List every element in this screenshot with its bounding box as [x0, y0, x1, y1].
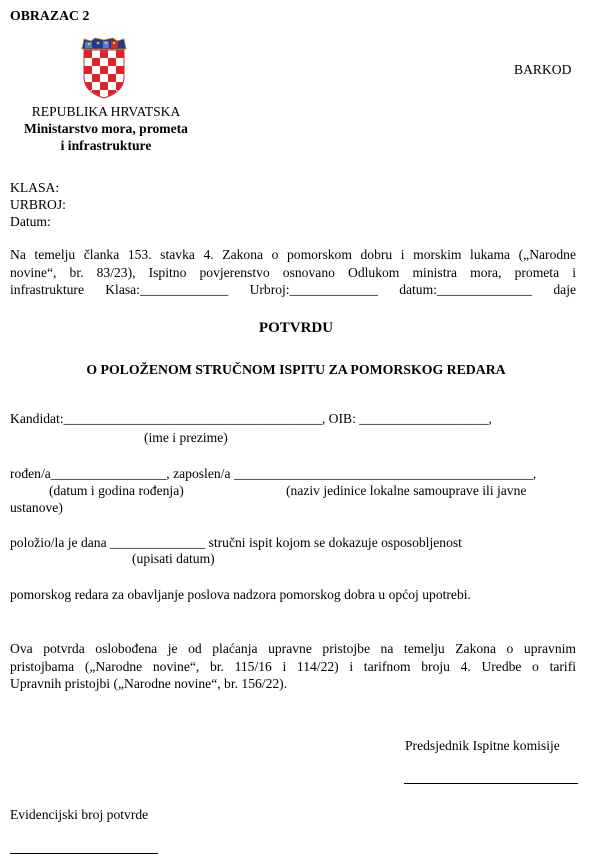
evidence-number-label: Evidencijski broj potvrde: [10, 807, 149, 822]
signature-line[interactable]: [404, 783, 578, 784]
issuer-ministry-cont: i infrastrukture: [60, 137, 152, 153]
born-hint: (datum i godina rođenja): [49, 483, 184, 498]
candidate-hint: (ime i prezime): [144, 430, 228, 445]
barcode-label: BARKOD: [514, 62, 572, 77]
document-subtitle: O POLOŽENOM STRUČNOM ISPITU ZA POMORSKOG REDARA: [86, 362, 506, 377]
croatian-coat-of-arms: [81, 37, 127, 99]
issuer-ministry: Ministarstvo mora, prometa: [24, 120, 188, 136]
form-number: OBRAZAC 2: [10, 8, 90, 23]
document-title: POTVRDU: [258, 320, 334, 336]
passed-field[interactable]: položio/la je dana ______________ stručni ispit kojom se dokazuje osposobljenost: [10, 535, 462, 550]
checkerboard-shield: [84, 50, 124, 99]
purpose-text: pomorskog redara za obavljanje poslova nadzora pomorskog dobra u općoj upotrebi.: [10, 587, 471, 602]
intro-line-2: novine“, br. 83/23), Ispitno povjerenstvo osnovano Odlukom ministra mora, prometa i: [10, 264, 576, 280]
issuer-country: REPUBLIKA HRVATSKA: [31, 104, 181, 119]
fee-note-line-1: Ova potvrda oslobođena je od plaćanja upravne pristojbe na temelju Zakona o upravnim: [10, 641, 576, 656]
urbroj-label: URBROJ:: [10, 196, 66, 212]
klasa-label: KLASA:: [10, 180, 60, 195]
employer-hint-cont: ustanove): [10, 500, 63, 515]
crown-icon: [82, 38, 126, 49]
evidence-number-line[interactable]: [10, 853, 158, 854]
passed-hint: (upisati datum): [132, 551, 215, 566]
issuer-block: [0, 104, 212, 155]
datum-label: Datum:: [10, 213, 51, 229]
candidate-field[interactable]: Kandidat:______________________________________, OIB: ___________________,: [10, 411, 492, 426]
fee-note-line-3: Upravnih pristojbi („Narodne novine“, br. 156/22).: [10, 676, 288, 692]
intro-line-1: Na temelju članka 153. stavka 4. Zakona o pomorskom dobru i morskim lukama („Narodne: [10, 247, 576, 262]
born-employed-field[interactable]: rođen/a_________________, zaposlen/a ____________________________________________,: [10, 466, 537, 481]
intro-paragraph: [10, 246, 576, 299]
fee-note-line-2: pristojbama („Narodne novine“, br. 115/16 i 114/22) i tarifnom broju 4. Uredbe o tarifi: [10, 658, 576, 674]
signature-label: Predsjednik Ispitne komisije: [405, 738, 560, 753]
fee-note: [10, 640, 576, 693]
employer-hint: (naziv jedinice lokalne samouprave ili javne: [286, 483, 527, 498]
registry-block: [10, 180, 66, 231]
intro-line-3: infrastrukture Klasa:_____________ Urbroj:_____________ datum:______________ daje: [10, 282, 576, 298]
